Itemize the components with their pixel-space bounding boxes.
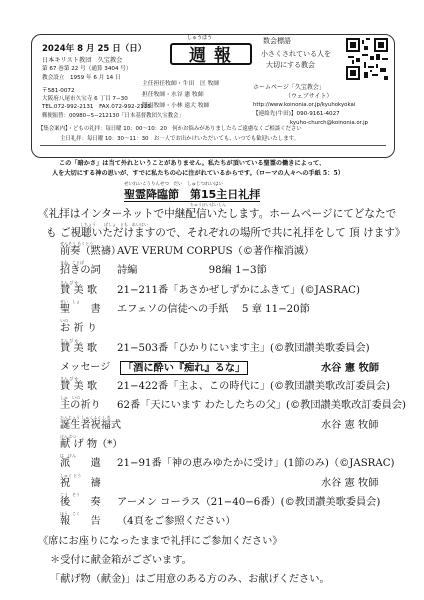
homepage-label: ホームページ「久宝教会」 [253,84,325,91]
homepage-sub: （ウェブサイト） [285,93,333,100]
order-item-label: お 祈 り [60,323,98,335]
issue-number: 第 67 巻第 22 号（通算 3404 号） [42,66,132,72]
online-ruby-1: ちゅうけいはいしん [190,202,226,207]
online-notice-2: も ご視聴いただけますので、それぞれの場所で共に礼拝をして 頂 けます》 [46,227,406,239]
online-notice-1: 《礼拝はインターネットで中継配信いたします。ホームページにてどなたで [38,208,397,220]
motto-line-1: 小さくされている人を [261,50,331,58]
order-item-content: 21−422番「主よ、この時代に」(©教団讃美歌改訂委員会) [117,381,391,393]
order-item-label: 招きの詞 [60,265,101,277]
gathering-info-2: 主日礼拝：毎日曜 10：30～11：30 お一人でお出かけいただいても、いつでも歓迎いたします。 [60,136,299,142]
banner-ruby: しゅうほう [187,35,213,41]
order-item-content: 「酒に酔い『痴れ』るな」 [120,361,248,375]
order-item-content: 21−211番「あさかぜしずかにふきて」(©JASRAC) [117,284,360,296]
order-item-content: 21−91番「神の恵みゆたかに受け」(1節のみ)（©JASRAC) [117,458,395,470]
motto-heading: 数会標語 [263,37,291,45]
closing-note-1: 《席にお座りになったままで礼拝にご参加ください》 [38,536,283,547]
order-item-ruby: さん び か [60,376,79,382]
order-item-leader: 水谷 憲 牧師 [321,477,379,489]
order-item-ruby: せい しょ [60,298,80,304]
order-item-content: エフェソの信徒への手紙 5 章 11−20節 [117,303,310,315]
order-item-leader: 水谷 憲 牧師 [321,419,379,431]
order-item-ruby: しゅく とう [60,472,82,478]
order-item-ruby: は けん [60,453,76,459]
online-ruby-2: しちょう ばしょ とも れいはい [80,222,148,227]
contact-email[interactable]: kyuho-church@koinonia.or.jp [290,120,368,126]
order-item-content: 詩編 98編 1−3節 [117,265,267,277]
order-item-ruby: たんじょう しゅくふく しき [60,414,111,420]
intro-verse-1: この「暗かさ」は当て外れということがありません。私たちが頂いている聖霊の働きによって、 [59,160,326,167]
intro-verse-2: 人を大切にする神の思いが、すでに私たちの心に注がれているからです。（ローマの人々への手紙 5：5） [52,170,344,177]
order-item-label: 祝 禱 [60,477,101,489]
order-item-leader: 水谷 憲 牧師 [321,361,380,374]
closing-note-2: ＊受付に献金箱がございます。 [50,555,192,566]
order-item-content: AVE VERUM CORPUS（©著作権消滅） [117,246,315,257]
header-divider [40,145,386,146]
order-item-label: 誕生者祝福式 [60,419,122,431]
church-name: 日本キリスト教団 久宝教会 [42,57,123,64]
phone-fax: TEL.072-992-2131 FAX.072-992-2135 [42,104,151,110]
order-item-content: アーメン コーラス（21−40−6番）(©教団讃美歌委員会) [117,496,381,508]
order-item-label: 主の祈り [60,400,101,412]
postal-transfer: 郵便振替：00980−5−212130「日本基督教団久宝教会」 [42,113,184,119]
order-item-content: （4頁をご参照ください） [117,516,236,528]
pastor-associate: 担任牧師・水谷 憲 牧師 [142,92,204,98]
qr-code-icon [346,38,388,80]
order-item-ruby: ほう こく [60,511,80,517]
pastor-retired: 隠退牧師・小林 遠大 牧師 [142,103,210,109]
order-item-label: メッセージ [60,361,111,373]
contact-phone: 【連絡先(牛田)】090-9161-4027 [253,111,340,117]
service-title: 聖霊降臨節 第15主日礼拝 [124,188,261,201]
order-item-content: 21−503番「ひかりにいます主」(©教団讃美歌委員会) [117,342,370,354]
order-item-label: 前奏（黙禱） [60,246,122,257]
order-item-ruby: けんぷつ [60,434,76,439]
bulletin-date: 2024年 8 月 25 日（日） [42,44,147,54]
order-item-ruby: しゅ いの [60,395,80,401]
order-item-label: 賛 美 歌 [60,381,98,393]
service-title-ruby: せいれいこうりんせつ だい しゅじつれいはい [124,182,223,187]
order-item-label: 派 遣 [60,458,101,470]
gathering-info-1: 【集会案内】・どもの礼拝：毎日曜 10：00～10：20 何かお悩みがありましたらご遠慮なくご相談ください [38,126,302,132]
closing-note-3: 「献げ物（献金)」はご用意のある方のみ、お献げください。 [50,574,330,585]
order-item-ruby: まね ことば [60,260,84,266]
bulletin-banner: 週報 [170,43,252,65]
pastor-lead: 主任担任牧師・牛田 匡 牧師 [142,81,220,87]
order-item-content: 62番「天にいます わたしたちの父」(©教団讃美歌改訂委員会) [117,400,407,412]
church-address: 大阪府八尾市久宝寺 6 丁目 7−30 [42,96,128,102]
order-item-label: 報 告 [60,516,101,528]
order-item-label: 聖 書 [60,303,101,315]
order-item-ruby: ぜんそう もくとう [60,241,94,246]
order-item-label: 献 げ 物（*） [60,439,123,450]
order-item-label: 賛 美 歌 [60,342,98,354]
order-item-ruby: こう そう [60,491,80,497]
founded-date: 教会設立 1959 年 6 月 14 日 [42,75,121,81]
order-item-ruby: いの [60,318,68,324]
order-item-label: 後 奏 [60,496,101,508]
homepage-url[interactable]: http://www.koinonia.or.jp/kyuhokyokai [253,102,356,108]
postal-code: 〒581-0072 [42,88,75,94]
order-item-ruby: さん び か [60,337,79,343]
motto-line-2: 大切にする教会 [266,61,315,69]
order-item-label: 賛 美 歌 [60,284,98,296]
order-item-ruby: さん び か [60,279,79,285]
